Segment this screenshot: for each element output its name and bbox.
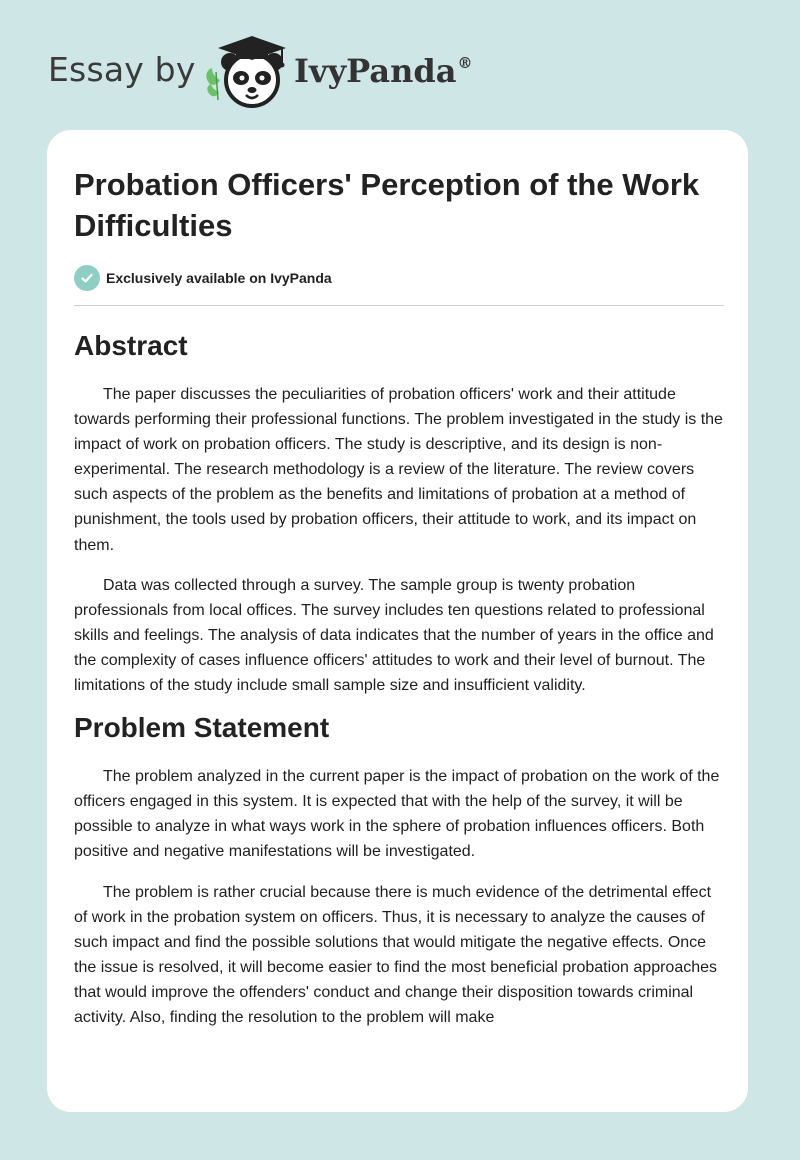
essay-content	[74, 164, 724, 1030]
section-heading-abstract: Abstract	[74, 330, 188, 361]
check-icon	[74, 265, 100, 291]
section-heading-problem-statement: Problem Statement	[74, 712, 330, 744]
ivypanda-logo[interactable]	[202, 34, 292, 110]
site-header	[48, 34, 473, 110]
title-divider	[74, 305, 724, 306]
brand-text: IvyPanda	[294, 52, 457, 90]
registered-mark: ®	[457, 54, 473, 72]
exclusive-badge	[74, 264, 724, 292]
essay-by-label: Essay by	[48, 50, 196, 89]
panda-graduate-icon	[202, 34, 292, 110]
page-title: Probation Officers' Perception of the Work Difficulties	[74, 167, 700, 243]
exclusive-label: Exclusively available on IvyPanda	[106, 270, 332, 286]
problem-paragraph-1: The problem analyzed in the current paper is the impact of probation on the work of the officers engaged in this system. It is expected that with the help of the survey, it will be possible to analyze in what ways work in the sphere of probation influences officers. Both positive and negative manifestations will be investigated.	[74, 768, 720, 861]
brand-name[interactable]	[294, 52, 472, 90]
abstract-paragraph-2: Data was collected through a survey. The sample group is twenty probation professionals from local offices. The survey includes ten questions related to professional skills and feelings. The analysis of data indicates that the number of years in the office and the complexity of cases influence officers' attitudes to work and their level of burnout. The limitations of the study include small sample size and insufficient validity.	[74, 576, 714, 695]
problem-paragraph-2: The problem is rather crucial because there is much evidence of the detrimental effect of work in the probation system on officers. Thus, it is necessary to analyze the causes of such impact and find the possible solutions that would mitigate the negative effects. Once the issue is resolved, it will become easier to find the most beneficial probation approaches that would improve the offenders' conduct and change their disposition towards criminal activity. Also, finding the resolution to the problem will make	[74, 883, 718, 1026]
essay-card	[47, 130, 748, 1112]
abstract-paragraph-1: The paper discusses the peculiarities of probation officers' work and their attitude towards performing their professional functions. The problem investigated in the study is the impact of work on probation officers. The study is descriptive, and its design is non-experimental. The research methodology is a review of the literature. The review covers such aspects of the problem as the benefits and limitations of probation at a method of punishment, the tools used by probation officers, their attitude to work, and its impact on them.	[74, 386, 723, 554]
